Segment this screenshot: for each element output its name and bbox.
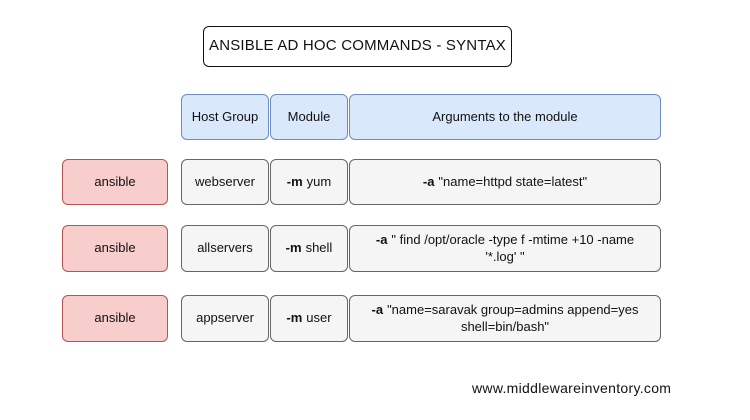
footer-url: www.middlewareinventory.com [472, 380, 672, 396]
args-flag: -a [375, 232, 388, 248]
args-value: "name=saravak group=admins append=yes shell=bin/bash" [387, 302, 639, 334]
args-flag: -a [371, 302, 384, 318]
module-flag: -m [285, 240, 302, 256]
args-value: "name=httpd state=latest" [438, 173, 588, 189]
arguments-cell [349, 225, 661, 272]
arguments-cell [349, 295, 661, 342]
host-group-cell: webserver [181, 159, 269, 205]
module-name: user [306, 310, 332, 326]
args-flag: -a [422, 173, 435, 189]
args-value: " find /opt/oracle -type f -mtime +10 -name '*.log' " [391, 232, 635, 264]
module-flag: -m [286, 173, 303, 189]
arguments-text [350, 232, 660, 265]
module-name: yum [306, 173, 332, 189]
module-name: shell [305, 240, 333, 256]
module-flag: -m [286, 310, 303, 326]
header-arguments: Arguments to the module [349, 94, 661, 140]
arguments-text [350, 302, 660, 335]
command-cell: ansible [62, 295, 168, 342]
command-cell: ansible [62, 225, 168, 272]
module-cell [270, 159, 348, 205]
header-host-group: Host Group [181, 94, 269, 140]
header-module: Module [270, 94, 348, 140]
host-group-cell: appserver [181, 295, 269, 342]
arguments-text [411, 174, 599, 190]
arguments-cell [349, 159, 661, 205]
module-cell [270, 295, 348, 342]
module-cell [270, 225, 348, 272]
diagram-title: ANSIBLE AD HOC COMMANDS - SYNTAX [203, 26, 512, 67]
command-cell: ansible [62, 159, 168, 205]
host-group-cell: allservers [181, 225, 269, 272]
